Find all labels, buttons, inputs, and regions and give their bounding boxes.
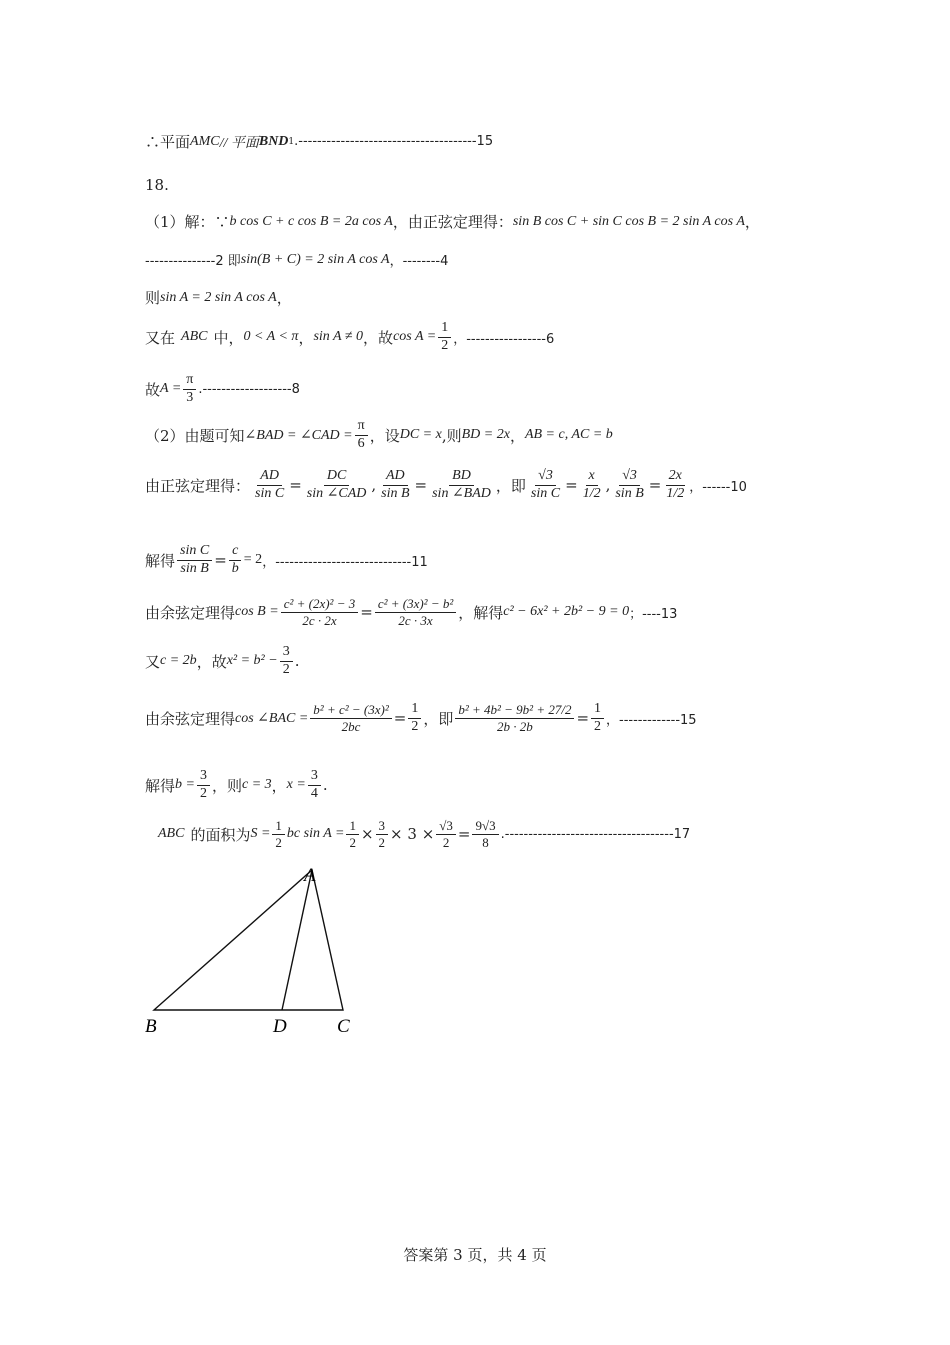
denominator: 2 [441, 337, 449, 353]
text: ，则 [211, 776, 242, 795]
part1-line [145, 211, 760, 232]
line-13: 由余弦定理得 cos ∠BAC = $\frac{\text{b² + c² − (3x)²}}{2bc}$ = $\frac{1}{2}$ ，即 $\frac{\text{b² + 4b² − 9b² + 27/2}}{2b \cdot 2b}$ = $\frac{1}{2}$ ，-------------15 [145, 701, 697, 734]
denominator: 6 [357, 435, 365, 451]
equation: x² = b² − [226, 653, 278, 669]
denominator: sin B [615, 485, 644, 501]
equation: c = 3 [241, 777, 272, 793]
equation: AB = c, AC = b [524, 427, 613, 443]
subscript: 1 [288, 136, 295, 147]
fraction [310, 702, 391, 734]
text: 解得 [145, 776, 176, 795]
numerator: 3 [376, 818, 389, 835]
denominator: 2c · 2x [302, 612, 337, 628]
label-b: B [145, 1016, 157, 1037]
problem-number [145, 176, 169, 194]
denominator: sin ∠CAD [306, 485, 367, 501]
text: 18. [145, 176, 169, 194]
conclusion-line [145, 131, 493, 152]
fraction [436, 818, 456, 850]
denominator: sin C [255, 485, 285, 501]
numerator: √3 [619, 468, 640, 486]
equation: BD = 2x [461, 427, 510, 443]
score-marker: .------------------------------------17 [500, 826, 691, 842]
text: ， [509, 426, 525, 445]
denominator: 1/2 [666, 485, 685, 501]
fraction [304, 468, 370, 503]
fraction [308, 768, 321, 803]
equation: DC = x [399, 427, 442, 443]
numerator: c² + (3x)² − b² [375, 596, 456, 613]
denominator: 2 [411, 718, 419, 734]
numerator: π [355, 418, 368, 436]
numerator: √3 [535, 468, 556, 486]
score-marker: .-------------------8 [198, 381, 300, 397]
denominator: 2bc [341, 718, 361, 734]
denominator: 2 [199, 785, 207, 801]
equation: cos ∠BAC = [235, 710, 309, 726]
score-marker: ，-------------15 [606, 712, 697, 728]
equation: cos B = [235, 604, 279, 620]
numerator: 1 [438, 320, 451, 338]
denominator: 1/2 [582, 485, 601, 501]
text: 解得 [145, 551, 176, 570]
text: 由余弦定理得 [145, 709, 236, 728]
line-11: 由余弦定理得 cos B = $\frac{\text{c² + (2x)² − 3}}{2c \cdot 2x}$ = $\frac{\text{c² + (3x)² − b²}}{2c \cdot 3x}$ ，解得 c² − 6x² + 2b² − 9 = 0 ；----13 [145, 596, 678, 628]
numerator: b² + 4b² − 9b² + 27/2 [455, 702, 574, 719]
math: ABC [181, 329, 208, 345]
denominator: 4 [310, 785, 318, 801]
equation: sin A ≠ 0 [313, 329, 364, 345]
fraction [438, 320, 451, 355]
denominator: sin B [381, 485, 410, 501]
denominator: 2b · 2b [497, 718, 533, 734]
equation: cos A = [393, 329, 437, 345]
text: ∴平面 [145, 133, 191, 151]
fraction [272, 818, 285, 850]
fraction [375, 596, 456, 628]
triangle-abc [154, 870, 343, 1010]
line-9: 由正弦定理得： $\frac{AD}{\text{sin C}}$ = $\frac{DC}{\text{sin ∠CAD}}$ , $\frac{AD}{\text{sin B}}$ = $\frac{BD}{\text{sin ∠BAD}}$ ，即 $\frac{√3}{\text{sin C}}$ = $\frac{x}{1/2}$ , $\frac{√3}{\text{sin B}}$ = $\frac{2x}{1/2}$ ，------10 [145, 468, 747, 501]
text: ，即 [423, 709, 454, 728]
equation: b cos C + c cos B = 2a cos A [229, 213, 393, 229]
math: // 平面 [219, 135, 259, 151]
denominator: sin B [180, 560, 209, 576]
equation: 0 < A < π [243, 329, 299, 345]
equation: ∠BAD = ∠CAD = [244, 427, 353, 443]
text: 中， [213, 328, 244, 347]
line-6 [145, 320, 554, 355]
numerator: 3 [197, 768, 210, 786]
math: AMC [190, 133, 220, 149]
fraction [376, 818, 389, 850]
fraction [281, 596, 359, 628]
triangle-figure [140, 862, 380, 1042]
text: ， [271, 776, 287, 795]
text: ， [276, 289, 292, 307]
fraction [455, 702, 574, 734]
text: ， [298, 328, 314, 347]
score-marker: ，-----------------------------11 [262, 554, 428, 570]
numerator: 1 [272, 818, 285, 835]
text: ，由正弦定理得： [392, 213, 513, 231]
numerator: c² + (2x)² − 3 [281, 596, 359, 613]
equation: c = 2b [160, 653, 197, 669]
fraction [197, 768, 210, 803]
text: 由余弦定理得 [145, 603, 236, 622]
denominator: sin C [530, 485, 561, 501]
text: ，设 [369, 426, 400, 445]
denominator: 2 [378, 834, 386, 850]
text: 又在 [145, 328, 176, 347]
score-marker: ；----13 [629, 606, 678, 622]
numerator: AD [383, 468, 408, 486]
numerator: c [229, 543, 241, 561]
line-14 [145, 768, 328, 803]
denominator: 2 [594, 718, 602, 734]
line-4 [145, 250, 448, 269]
equation: S = [250, 826, 271, 842]
text: ， [744, 213, 760, 231]
line-7 [145, 372, 300, 407]
text: 由正弦定理得： [145, 476, 251, 495]
text: ，解得 [458, 603, 504, 622]
score-marker: ，--------4 [389, 254, 449, 269]
numerator: AD [257, 468, 282, 486]
denominator: 2 [442, 834, 450, 850]
fraction [177, 543, 212, 578]
text: 又 [145, 652, 161, 671]
fraction [346, 818, 359, 850]
numerator: DC [324, 468, 349, 486]
fraction [429, 468, 494, 503]
math: ABC [158, 826, 185, 842]
fraction [472, 818, 498, 850]
equation: = 2 [243, 552, 263, 568]
denominator: 3 [186, 389, 194, 405]
text: 的面积为 [190, 825, 251, 844]
text: ,则 [441, 426, 462, 445]
text: . [322, 776, 328, 795]
equation: b = [175, 777, 195, 793]
text: ，故 [196, 652, 227, 671]
text: （2）由题可知 [145, 426, 245, 445]
equation: sin(B + C) = 2 sin A cos A [240, 251, 390, 267]
text: ，故 [363, 328, 394, 347]
equation: A = [160, 381, 182, 397]
denominator: sin ∠BAD [432, 485, 491, 501]
fraction [252, 468, 287, 503]
score-marker: .--------------------------------------15 [294, 134, 494, 149]
fraction [528, 468, 563, 503]
numerator: BD [449, 468, 474, 486]
equation: c² − 6x² + 2b² − 9 = 0 [503, 604, 630, 620]
denominator: b [231, 560, 239, 576]
numerator: b² + c² − (3x)² [310, 702, 391, 719]
equation: sin B cos C + sin C cos B = 2 sin A cos A [512, 213, 745, 229]
fraction [612, 468, 646, 503]
label-d: D [273, 1016, 287, 1037]
segment-ad [282, 870, 312, 1010]
denominator: 2 [349, 834, 356, 850]
line-12 [145, 644, 300, 679]
label-a: A [304, 865, 316, 886]
text: ，即 [495, 476, 526, 495]
numerator: x [586, 468, 598, 486]
numerator: 1 [346, 818, 359, 835]
equation: sin A = 2 sin A cos A [160, 289, 277, 305]
numerator: 2x [666, 468, 685, 486]
fraction [280, 644, 293, 679]
text: . [294, 652, 300, 671]
numerator: √3 [436, 818, 456, 835]
denominator: 2 [275, 834, 282, 850]
part2-line [145, 418, 613, 453]
numerator: sin C [177, 543, 212, 561]
math: BND [258, 133, 289, 149]
score-marker: ，------10 [689, 479, 747, 495]
denominator: 8 [482, 834, 489, 850]
line-10: 解得 $\frac{\text{sin C}}{\text{sin B}}$ = $\frac{c}{b}$ = 2 ，-----------------------------11 [145, 543, 428, 576]
fraction [591, 701, 604, 736]
numerator: 9√3 [472, 818, 498, 835]
score-marker: ，-----------------6 [453, 331, 555, 347]
label-c: C [337, 1016, 350, 1037]
fraction [229, 543, 242, 578]
denominator: 2c · 3x [398, 612, 433, 628]
numerator: 3 [280, 644, 293, 662]
fraction [183, 372, 196, 407]
page-footer: 答案第 3 页，共 4 页 [403, 1246, 547, 1264]
numerator: 1 [591, 701, 604, 719]
equation: bc sin A = [286, 826, 345, 842]
denominator: 2 [282, 661, 290, 677]
equation: x = [286, 777, 306, 793]
text: 故 [145, 380, 161, 399]
fraction [580, 468, 604, 503]
score-marker: ---------------2 即 [145, 254, 241, 269]
numerator: 3 [308, 768, 321, 786]
text: 则 [145, 289, 161, 307]
numerator: π [183, 372, 196, 390]
text: （1）解：∵ [145, 213, 230, 231]
fraction [378, 468, 412, 503]
fraction [408, 701, 421, 736]
area-line: ABC 的面积为 S = $\frac{1}{2}$ bc sin A = $\frac{1}{2}$ × $\frac{3}{2}$ × 3 × $\frac{√3}{2}$ = $\frac{9√3}{8}$ .------------------------------------17 [158, 818, 691, 850]
fraction [663, 468, 687, 503]
fraction [355, 418, 368, 453]
numerator: 1 [408, 701, 421, 719]
line-5 [145, 287, 292, 308]
